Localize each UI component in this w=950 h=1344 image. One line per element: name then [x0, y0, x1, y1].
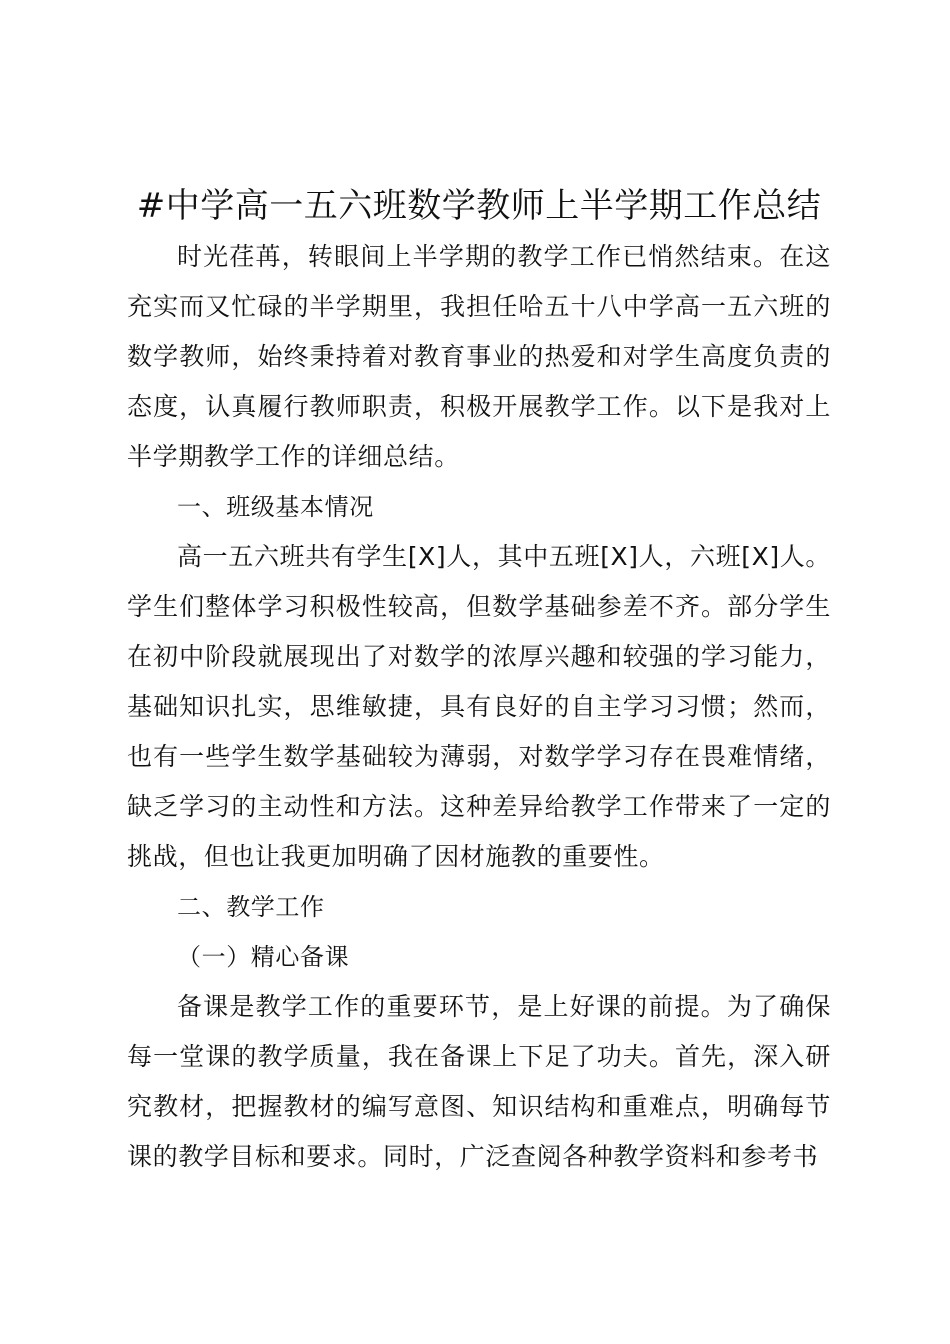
section-heading-class-info: 一、班级基本情况: [177, 493, 374, 521]
document-page: [127, 182, 831, 1182]
subsection-heading-lesson-prep: （一）精心备课: [177, 943, 350, 971]
class-info-paragraph: 高一五六班共有学生[X]人，其中五班[X]人，六班[X]人。学生们整体学习积极性较高，但数学基础参差不齐。部分学生在初中阶段就展现出了对数学的浓厚兴趣和较强的学习能力，基础知识扎实，思维敏捷，具有良好的自主学习习惯；然而，也有一些学生数学基础较为薄弱，对数学学习存在畏难情绪，缺乏学习的主动性和方法。这种差异给教学工作带来了一定的挑战，但也让我更加明确了因材施教的重要性。: [127, 542, 831, 871]
document-title: #中学高一五六班数学教师上半学期工作总结: [136, 186, 822, 226]
lesson-prep-paragraph: 备课是教学工作的重要环节，是上好课的前提。为了确保每一堂课的教学质量，我在备课上下足了功夫。首先，深入研究教材，把握教材的编写意图、知识结构和重难点，明确每节课的教学目标和要求。同时，广泛查阅各种教学资料和参考书: [127, 992, 831, 1171]
intro-paragraph: 时光荏苒，转眼间上半学期的教学工作已悄然结束。在这充实而又忙碌的半学期里，我担任哈五十八中学高一五六班的数学教师，始终秉持着对教育事业的热爱和对学生高度负责的态度，认真履行教师职责，积极开展教学工作。以下是我对上半学期教学工作的详细总结。: [127, 242, 831, 471]
section-heading-teaching: 二、教学工作: [177, 893, 325, 921]
